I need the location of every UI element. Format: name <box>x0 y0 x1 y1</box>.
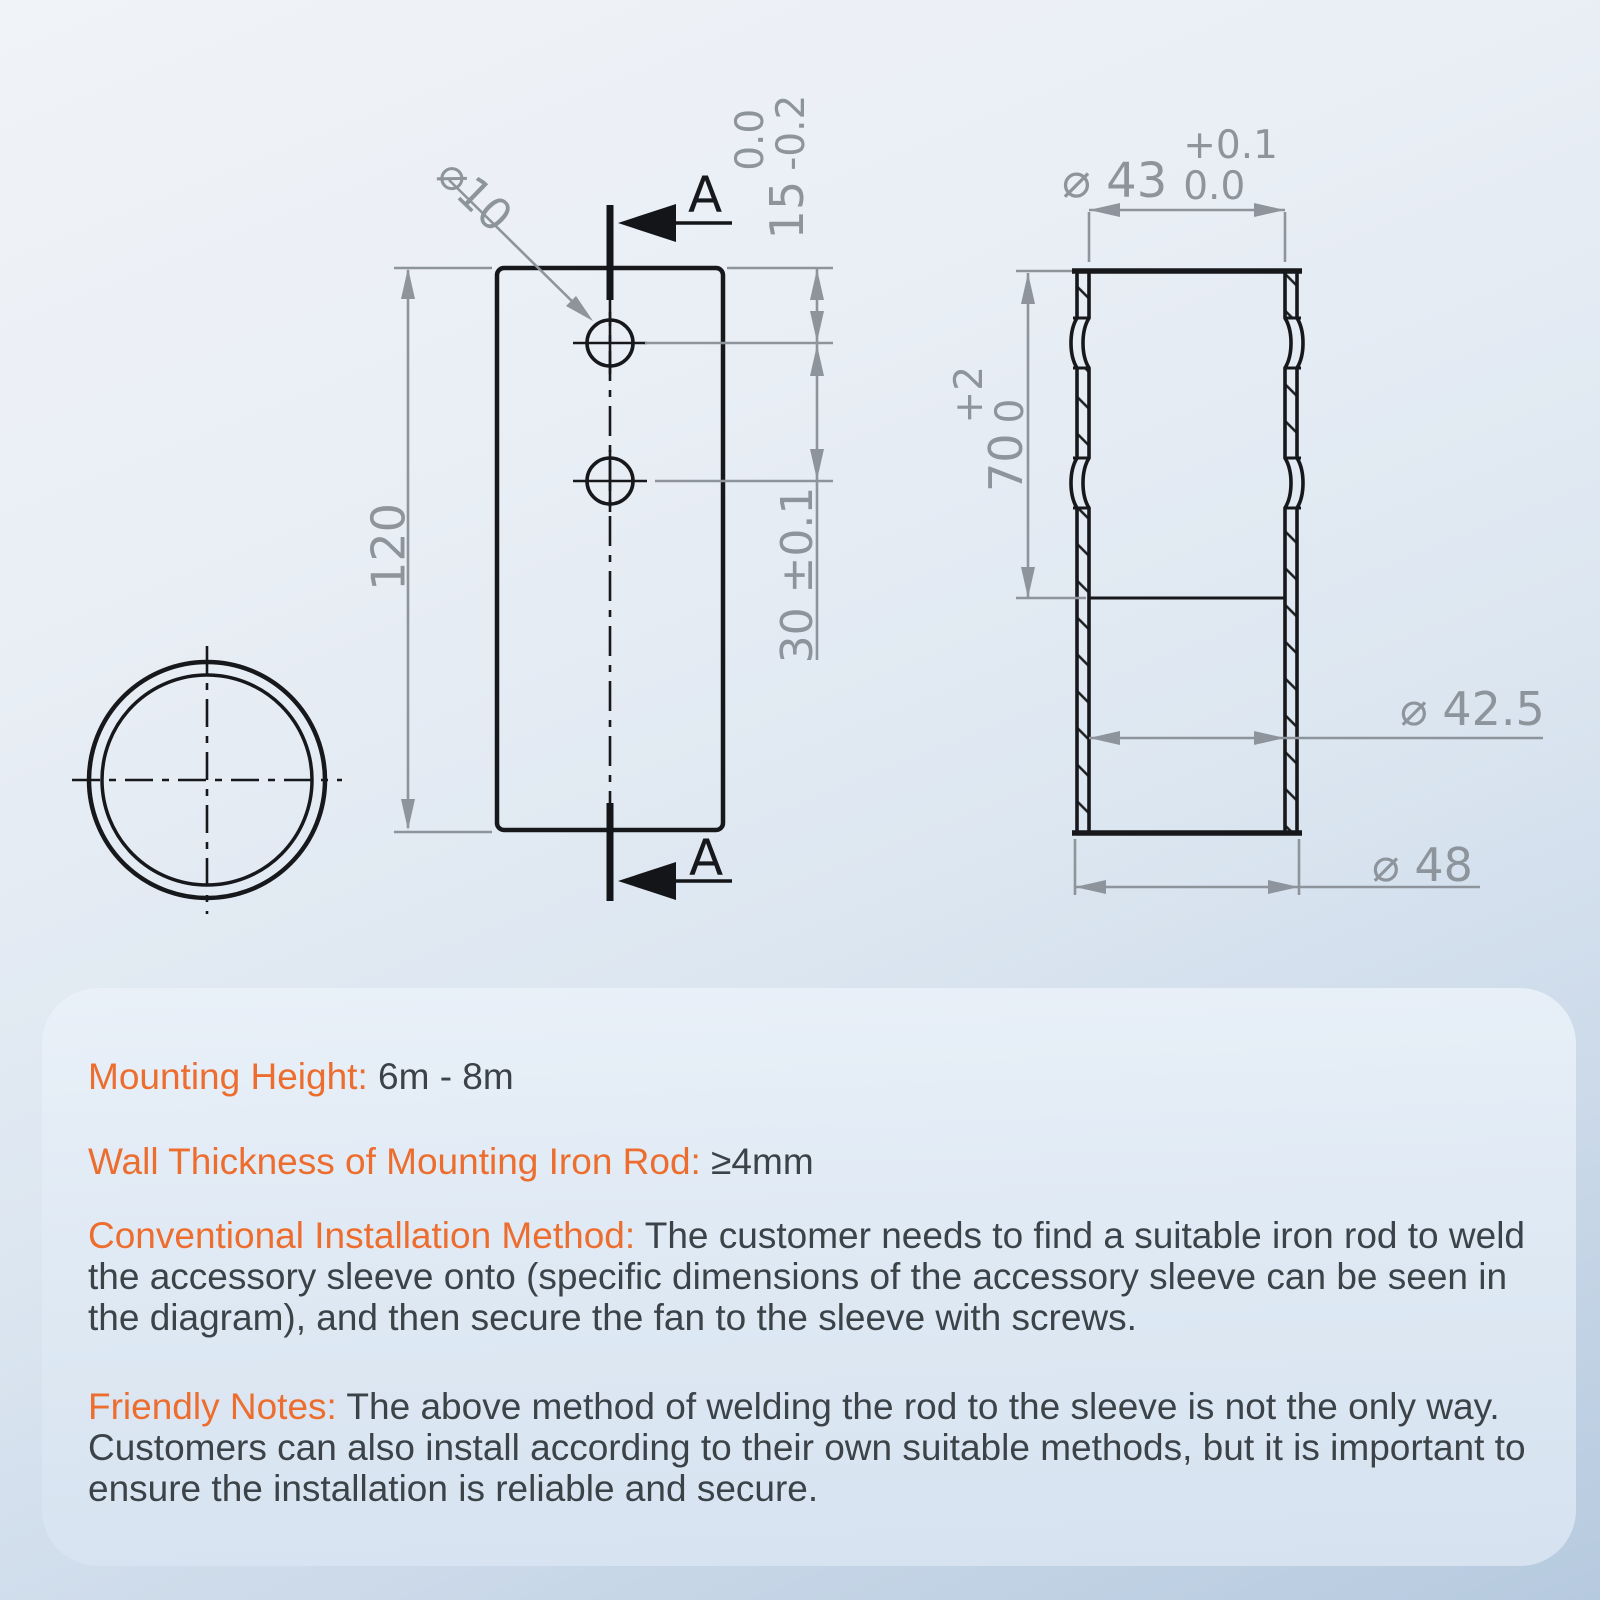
note-installation-method-text: The customer needs to find a suitable iron rod to weld the accessory sleeve onto (specific dimensions of the accessory sleeve can be seen in the diagram), and then secure the fan to the sleeve with screws. <box>88 1215 1526 1338</box>
section-label-bottom: A <box>689 829 724 887</box>
hole-offset-tolerance: 0.0 -0.2 <box>728 94 814 171</box>
outer-dia-dim-label: ⌀ 48 <box>1372 838 1473 892</box>
hole-spacing-dim-label: 30 ±0.1 <box>771 486 823 664</box>
note-wall-thickness-value: ≥4mm <box>700 1141 814 1182</box>
inner-top-dia-dim-label <box>1062 123 1278 210</box>
hole-offset-nominal: 15 <box>760 180 815 240</box>
hole-bottom-cross <box>573 450 647 512</box>
installation-notes-panel <box>42 988 1576 1566</box>
section-arrow-bottom <box>618 862 676 900</box>
note-wall-thickness-label: Wall Thickness of Mounting Iron Rod: <box>88 1141 701 1182</box>
left-wall-outer-edge <box>1071 271 1077 833</box>
note-installation-method-label: Conventional Installation Method: <box>88 1215 636 1256</box>
note-friendly-notes-label: Friendly Notes: <box>88 1386 337 1427</box>
wall-hatching <box>1077 273 1297 833</box>
insert-depth-nominal: 70 <box>979 433 1034 493</box>
side-view-dimensions <box>1016 203 1543 895</box>
insert-depth-dim-label <box>947 365 1034 493</box>
section-cut-marks <box>610 204 732 901</box>
note-friendly-notes-text: The above method of welding the rod to the sleeve is not the only way. Customers can also install according to their own suitable methods, but it is important to ensure the installation is reliable and secure. <box>88 1386 1526 1509</box>
hole-top-cross <box>573 312 647 374</box>
hole-offset-dim-label <box>728 94 815 240</box>
centerlines <box>72 646 342 914</box>
inner-top-dia-nominal: ⌀ 43 <box>1062 153 1168 210</box>
note-mounting-height-label: Mounting Height: <box>88 1056 368 1097</box>
front-view <box>394 180 833 901</box>
hole-diameter-label: ⌀10 <box>427 148 522 243</box>
groove-ticks <box>1073 318 1301 508</box>
note-installation-method <box>88 1215 1526 1338</box>
note-friendly-notes <box>88 1386 1526 1509</box>
length-dim-label: 120 <box>361 503 416 591</box>
front-view-dimensions <box>394 268 833 832</box>
sleeve-section-view <box>1016 203 1543 895</box>
note-mounting-height-value: 6m - 8m <box>367 1056 514 1097</box>
note-mounting-height <box>88 1056 1526 1097</box>
inner-top-dia-tolerance: +0.1 0.0 <box>1183 123 1278 209</box>
section-arrow-top <box>618 204 676 242</box>
right-wall-outer-edge <box>1297 271 1303 833</box>
note-wall-thickness <box>88 1141 1526 1182</box>
insert-depth-tolerance: +2 0 <box>947 365 1033 424</box>
pipe-end-view <box>72 646 342 914</box>
inner-dia-dim-label: ⌀ 42.5 <box>1400 682 1545 736</box>
section-label-top: A <box>688 166 723 224</box>
